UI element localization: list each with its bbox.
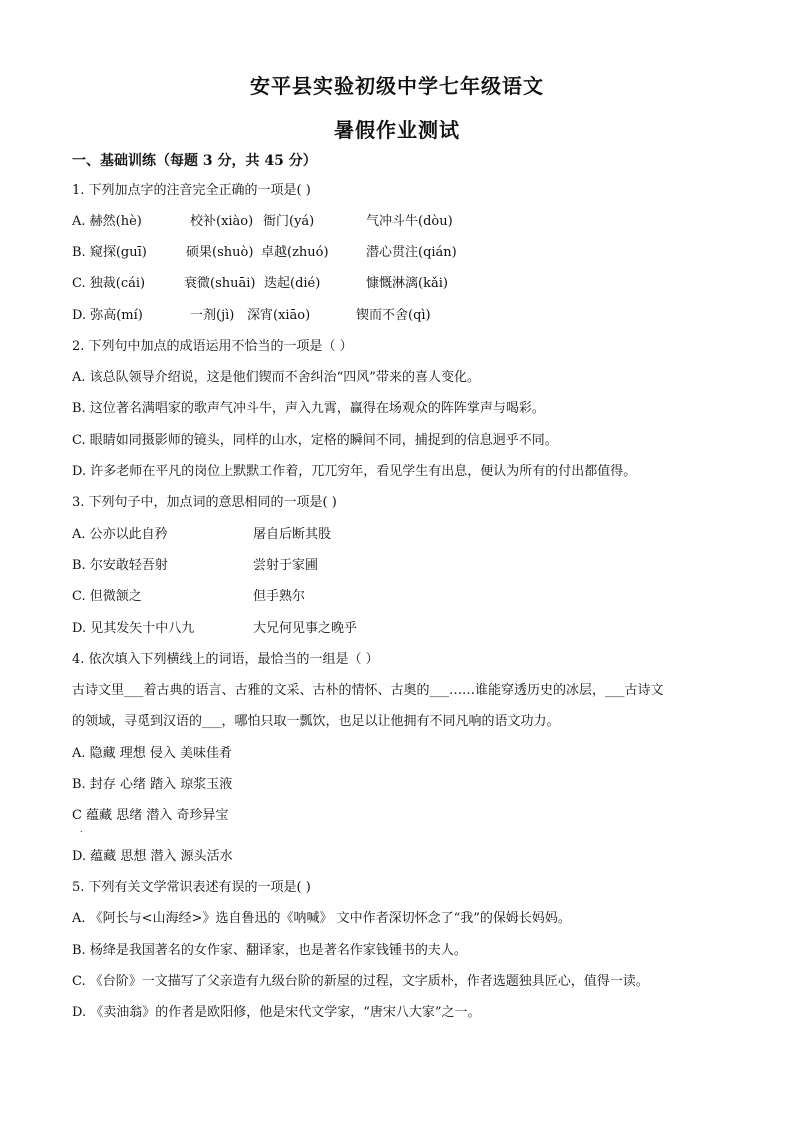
q4-option-c-dot: . bbox=[80, 825, 83, 834]
q3-stem: 3. 下列句子中，加点词的意思相同的一项是( ) bbox=[72, 495, 337, 510]
q1-option-c-1: C. 独裁(cái) bbox=[72, 276, 146, 291]
q3-option-c-1: C. 但微颔之 bbox=[72, 589, 142, 604]
q1-option-a-3: 衙门(yá) bbox=[263, 214, 315, 229]
q2-option-a: A. 该总队领导介绍说，这是他们锲而不舍纠治“四风”带来的喜人变化。 bbox=[72, 370, 480, 385]
q1-option-a-4: 气冲斗牛(dòu) bbox=[366, 214, 453, 229]
q1-option-c-2: 衰微(shuāi) bbox=[184, 276, 256, 291]
q4-option-d: D. 蕴藏 思想 潜入 源头活水 bbox=[72, 849, 233, 864]
q3-option-a-2: 屠自后断其股 bbox=[253, 527, 332, 542]
q3-option-b-2: 尝射于家圃 bbox=[253, 558, 319, 573]
q3-option-d-2: 大兄何见事之晚乎 bbox=[253, 621, 358, 636]
q1-option-b-2: 硕果(shuò) bbox=[186, 245, 254, 260]
q3-option-b-1: B. 尔安敢轻吾射 bbox=[72, 558, 168, 573]
q1-option-d-4: 锲而不舍(qì) bbox=[356, 308, 431, 323]
q2-option-c: C. 眼睛如同摄影师的镜头，同样的山水，定格的瞬间不同，捕捉到的信息迥乎不同。 bbox=[72, 433, 558, 448]
q1-stem: 1. 下列加点字的注音完全正确的一项是( ) bbox=[72, 183, 311, 198]
q4-option-c: C 蕴藏 思绪 潜入 奇珍异宝 bbox=[72, 808, 229, 823]
q1-option-d-2: 一剂(jì) bbox=[190, 308, 235, 323]
exam-title-line1: 安平县实验初级中学七年级语文 bbox=[250, 74, 544, 98]
section-heading: 一、基础训练（每题 3 分，共 45 分） bbox=[72, 153, 317, 169]
q3-option-d-1: D. 见其发矢十中八九 bbox=[72, 621, 195, 636]
q5-option-a: A. 《阿长与<山海经>》选自鲁迅的《呐喊》 文中作者深切怀念了“我”的保姆长妈妈。 bbox=[72, 911, 571, 926]
q2-stem: 2. 下列句中加点的成语运用不恰当的一项是（ ） bbox=[72, 339, 353, 354]
q1-option-a-2: 校补(xiào) bbox=[190, 214, 254, 229]
q1-option-b-1: B. 窥探(guī) bbox=[72, 245, 147, 260]
q1-option-b-4: 潜心贯注(qián) bbox=[366, 245, 457, 260]
q2-option-d: D. 许多老师在平凡的岗位上默默工作着，兀兀穷年，看见学生有出息，便认为所有的付出都值得。 bbox=[72, 464, 637, 479]
q1-option-c-3: 迭起(dié) bbox=[264, 276, 321, 291]
q4-passage-line1: 古诗文里___着古典的语言、古雅的文采、古朴的情怀、古奥的___……谁能穿透历史的冰层，___古诗文 bbox=[72, 683, 664, 698]
q5-stem: 5. 下列有关文学常识表述有误的一项是( ) bbox=[72, 880, 311, 895]
q5-option-b: B. 杨绛是我国著名的女作家、翻译家，也是著名作家钱锺书的夫人。 bbox=[72, 943, 467, 958]
q1-option-d-1: D. 弥高(mí) bbox=[72, 308, 143, 323]
q5-option-c: C. 《台阶》一文描写了父亲造有九级台阶的新屋的过程，文字质朴，作者选题独具匠心，值得一读。 bbox=[72, 974, 649, 989]
q4-passage-line2: 的领域，寻觅到汉语的___，哪怕只取一瓢饮，也足以让他拥有不同凡响的语文功力。 bbox=[72, 714, 560, 729]
q1-option-b-3: 卓越(zhuó) bbox=[261, 245, 329, 260]
q1-option-a-1: A. 赫然(hè) bbox=[72, 214, 142, 229]
q1-option-c-4: 慷慨淋漓(kǎi) bbox=[366, 276, 448, 291]
exam-title-line2: 暑假作业测试 bbox=[334, 118, 460, 142]
q4-stem: 4. 依次填入下列横线上的词语，最恰当的一组是（ ） bbox=[72, 652, 379, 667]
q4-option-b: B. 封存 心绪 踏入 琼浆玉液 bbox=[72, 777, 233, 792]
q3-option-c-2: 但手熟尔 bbox=[253, 589, 306, 604]
q1-option-d-3: 深宵(xiāo) bbox=[247, 308, 311, 323]
q4-option-a: A. 隐藏 理想 侵入 美味佳肴 bbox=[72, 746, 233, 761]
q5-option-d: D. 《卖油翁》的作者是欧阳修，他是宋代文学家，“唐宋八大家”之一。 bbox=[72, 1005, 481, 1020]
q3-option-a-1: A. 公亦以此自矜 bbox=[72, 527, 168, 542]
q2-option-b: B. 这位著名满唱家的歌声气冲斗牛，声入九霄，赢得在场观众的阵阵掌声与喝彩。 bbox=[72, 401, 545, 416]
